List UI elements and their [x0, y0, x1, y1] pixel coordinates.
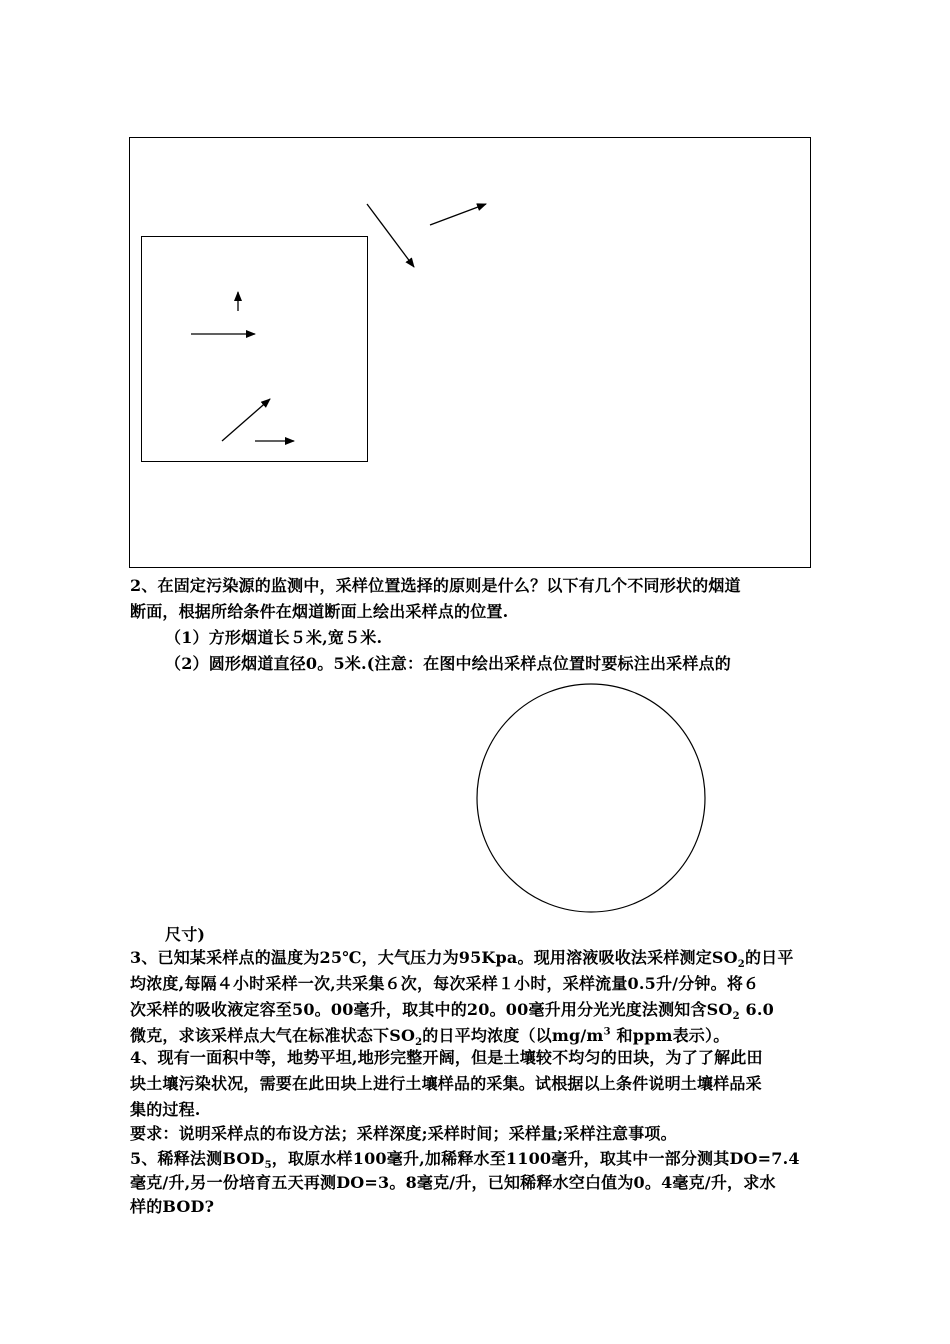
arrow-diagonal-down — [367, 204, 414, 267]
q3-line-4-mid: 的日平均浓度（以mg/m — [422, 1026, 604, 1045]
q4-line-1: 4、现有一面积中等，地势平坦,地形完整开阔，但是土壤较不均匀的田块，为了了解此田 — [130, 1048, 763, 1067]
q4-line-2: 块土壤污染状况，需要在此田块上进行土壤样品的采集。试根据以上条件说明土壤样品采 — [130, 1074, 762, 1093]
q5-line-3: 样的BOD? — [130, 1197, 215, 1216]
q3-line-3-text: 次采样的吸收液定容至50。00毫升，取其中的20。00毫升用分光光度法测知含SO — [130, 1000, 733, 1019]
q4-line-3: 集的过程. — [130, 1100, 201, 1119]
q2-item-2-continuation: 尺寸) — [165, 925, 206, 944]
q3-line-4-tail: 和ppm表示）。 — [610, 1026, 730, 1045]
inner-box — [142, 237, 368, 462]
q3-line-2: 均浓度,每隔４小时采样一次,共采集６次，每次采样１小时，采样流量0.5升/分钟。将６ — [130, 974, 760, 993]
outer-frame — [130, 138, 811, 568]
q3-line-4 — [130, 1024, 729, 1048]
round-flue-circle — [477, 684, 705, 912]
q2-item-1: （1）方形烟道长５米,宽５米. — [165, 628, 383, 647]
q5-line-2: 毫克/升,另一份培育五天再测DO=3。8毫克/升，已知稀释水空白值为0。4毫克/升，求水 — [130, 1173, 776, 1192]
q5-line-1-subscript: 5 — [264, 1160, 272, 1172]
q3-line-1 — [130, 946, 794, 970]
q5-line-1-tail: ，取原水样100毫升,加稀释水至1100毫升，取其中一部分测其DO=7.4 — [271, 1149, 800, 1168]
q2-line-1: 2、在固定污染源的监测中，采样位置选择的原则是什么？以下有几个不同形状的烟道 — [130, 576, 741, 595]
q3-line-3-subscript: 2 — [732, 1011, 740, 1023]
q5-line-1 — [130, 1147, 800, 1171]
q3-line-1-text: 3、已知某采样点的温度为25℃，大气压力为95Kpa。现用溶液吸收法采样测定SO — [130, 948, 738, 967]
q2-line-2: 断面，根据所给条件在烟道断面上绘出采样点的位置. — [130, 602, 509, 621]
q3-line-3-tail: 6.0 — [739, 1000, 774, 1019]
q3-line-4-text: 微克，求该采样点大气在标准状态下SO — [130, 1026, 416, 1045]
q3-line-3 — [130, 998, 774, 1022]
arrow-up-right — [430, 204, 486, 225]
q3-line-4-subscript: 2 — [415, 1037, 423, 1049]
q3-line-1-tail: 的日平 — [744, 948, 794, 967]
q2-item-2: （2）圆形烟道直径0。5米.(注意：在图中绘出采样点位置时要标注出采样点的 — [165, 654, 731, 673]
arrow-diagonal-up — [222, 399, 270, 441]
q4-requirement: 要求：说明采样点的布设方法；采样深度;采样时间；采样量;采样注意事项。 — [130, 1124, 677, 1143]
q5-line-1-text: 5、稀释法测BOD — [130, 1149, 265, 1168]
q3-line-4-superscript: 3 — [603, 1026, 611, 1038]
q3-line-1-subscript: 2 — [737, 959, 745, 971]
